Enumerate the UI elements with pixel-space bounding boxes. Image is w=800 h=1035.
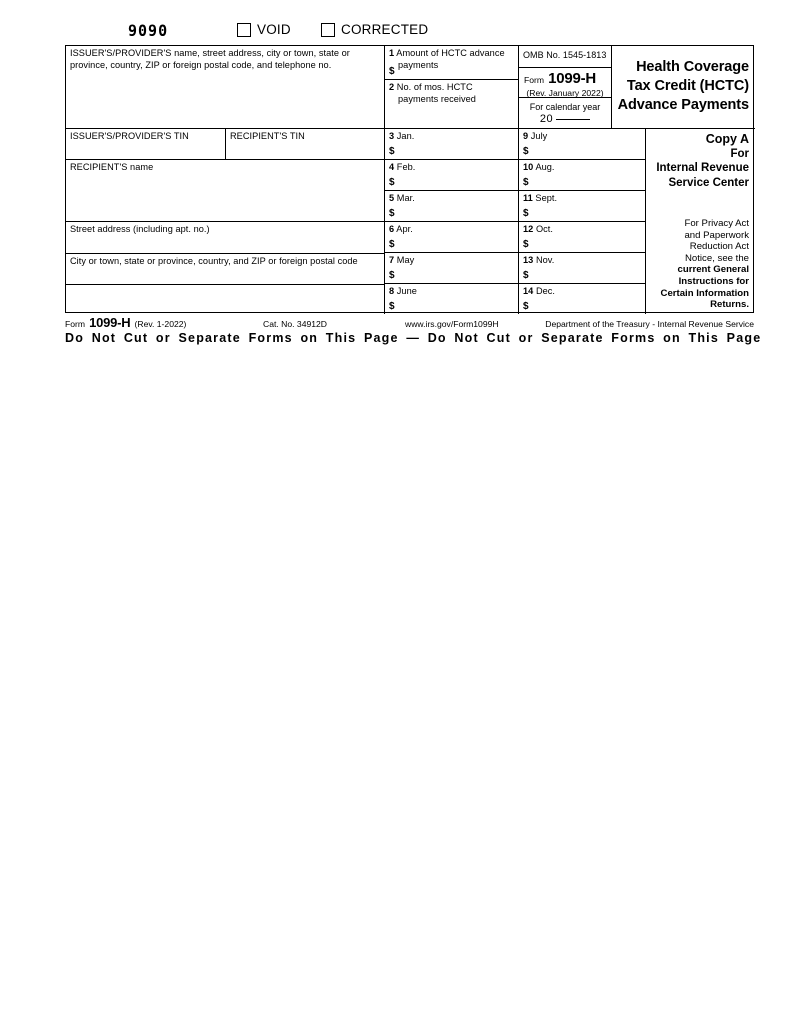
calendar-year-label: For calendar year	[529, 102, 601, 112]
copy-a-service-center: Service Center	[668, 176, 749, 189]
box-6-label: Apr.	[396, 224, 413, 234]
form-footer	[65, 317, 754, 330]
privacy-note-bold-3: Certain Information	[660, 287, 749, 299]
scanline-number: 9090	[128, 21, 169, 41]
recipient-name-field[interactable]	[66, 159, 384, 221]
box-1-label-line1: Amount of HCTC advance	[396, 48, 505, 58]
box-7-label: May	[396, 255, 415, 265]
form-number: 1099-H	[548, 70, 597, 87]
box-14-number: 14	[523, 286, 534, 296]
copy-a-for: For	[730, 147, 749, 160]
box-3-currency: $	[389, 146, 395, 157]
box-8-currency: $	[389, 301, 395, 312]
box-4-currency: $	[389, 177, 395, 188]
box-9-label: July	[530, 131, 548, 141]
issuer-block-label: ISSUER'S/PROVIDER'S name, street address, city or town, state or province, country, ZIP or foreign postal code, and telephone no.	[70, 48, 350, 70]
form-grid	[65, 45, 754, 313]
box-2-label-line2: payments received	[398, 93, 476, 104]
form-identifier	[518, 67, 611, 97]
box-5-currency: $	[389, 208, 395, 219]
privacy-act-notice	[650, 218, 749, 311]
copy-a-irs: Internal Revenue	[656, 162, 749, 174]
form-revision: (Rev. January 2022)	[526, 88, 604, 97]
box-3-label: Jan.	[396, 131, 415, 141]
box-10-currency: $	[523, 177, 529, 188]
privacy-note-line-1: For Privacy Act	[684, 218, 749, 229]
copy-a-title: Copy A	[705, 132, 749, 146]
footer-form-revision: (Rev. 1-2022)	[134, 319, 187, 329]
box-2-number: 2	[389, 82, 395, 92]
catalog-number: Cat. No. 34912D	[263, 319, 328, 329]
box-13-nov[interactable]	[518, 252, 645, 283]
box-13-label: Nov.	[535, 255, 555, 265]
privacy-note-bold-2: Instructions for	[678, 275, 749, 287]
form-title-line-2: Tax Credit (HCTC)	[626, 78, 749, 94]
box-7-may[interactable]	[384, 252, 518, 283]
box-2-label-line1: No. of mos. HCTC	[396, 82, 473, 92]
top-bar	[65, 22, 754, 44]
privacy-note-bold-4: Returns.	[710, 299, 749, 311]
form-title-line-1: Health Coverage	[636, 59, 749, 75]
box-10-label: Aug.	[535, 162, 555, 172]
box-4-label: Feb.	[396, 162, 416, 172]
box-6-currency: $	[389, 239, 395, 250]
box-12-currency: $	[523, 239, 529, 250]
box-11-sept[interactable]	[518, 190, 645, 221]
form-title-line-3: Advance Payments	[617, 97, 749, 113]
box-2-months-received[interactable]	[384, 79, 518, 128]
box-3-jan[interactable]	[384, 128, 518, 159]
box-7-number: 7	[389, 255, 395, 265]
recipient-name-label: RECIPIENT'S name	[70, 162, 154, 172]
issuer-tin-field[interactable]	[66, 128, 225, 159]
issuer-tin-label: ISSUER'S/PROVIDER'S TIN	[70, 131, 189, 141]
box-11-number: 11	[523, 193, 533, 203]
omb-number	[518, 46, 611, 67]
privacy-note-bold-1: current General	[677, 264, 749, 276]
form-word: Form	[524, 75, 545, 85]
box-5-label: Mar.	[396, 193, 415, 203]
footer-form-word: Form	[65, 319, 86, 329]
box-12-oct[interactable]	[518, 221, 645, 252]
box-14-currency: $	[523, 301, 529, 312]
box-4-feb[interactable]	[384, 159, 518, 190]
corrected-label: CORRECTED	[341, 22, 429, 37]
left-blank-field[interactable]	[66, 284, 384, 314]
irs-form-url[interactable]: www.irs.gov/Form1099H	[405, 319, 499, 329]
void-checkbox[interactable]	[237, 23, 251, 37]
box-6-apr[interactable]	[384, 221, 518, 252]
void-label: VOID	[257, 22, 291, 37]
box-11-currency: $	[523, 208, 529, 219]
box-4-number: 4	[389, 162, 395, 172]
box-11-label: Sept.	[535, 193, 558, 203]
calendar-year-blank[interactable]	[556, 119, 590, 120]
privacy-note-line-3: Reduction Act	[689, 241, 749, 253]
box-14-label: Dec.	[535, 286, 556, 296]
privacy-note-line-4: Notice, see the	[685, 252, 749, 264]
city-state-zip-label: City or town, state or province, country, and ZIP or foreign postal code	[70, 256, 358, 266]
box-8-june[interactable]	[384, 283, 518, 314]
recipient-tin-field[interactable]	[225, 128, 384, 159]
street-address-label: Street address (including apt. no.)	[70, 224, 210, 234]
box-12-number: 12	[523, 224, 534, 234]
box-13-number: 13	[523, 255, 534, 265]
footer-form-identifier	[65, 317, 186, 330]
box-9-currency: $	[523, 146, 529, 157]
void-checkbox-group[interactable]	[237, 23, 291, 37]
corrected-checkbox[interactable]	[321, 23, 335, 37]
treasury-department-line: Department of the Treasury - Internal Revenue Service	[545, 319, 754, 329]
box-1-currency: $	[389, 66, 395, 77]
box-7-currency: $	[389, 270, 395, 281]
issuer-name-address-field[interactable]	[66, 46, 384, 128]
copy-a-panel	[645, 128, 755, 314]
omb-label: OMB No. 1545-1813	[523, 50, 607, 60]
calendar-year-prefix: 20	[539, 113, 554, 125]
box-9-number: 9	[523, 131, 529, 141]
do-not-cut-warning: Do Not Cut or Separate Forms on This Page — Do Not Cut or Separate Forms on This Page	[65, 331, 762, 345]
box-1-hctc-amount[interactable]	[384, 46, 518, 79]
recipient-tin-label: RECIPIENT'S TIN	[230, 131, 305, 141]
form-title-block	[611, 46, 755, 128]
box-9-july[interactable]	[518, 128, 645, 159]
box-6-number: 6	[389, 224, 395, 234]
city-state-zip-field[interactable]	[66, 253, 384, 284]
box-5-mar[interactable]	[384, 190, 518, 221]
privacy-note-line-2: and Paperwork	[684, 229, 749, 241]
box-12-label: Oct.	[535, 224, 553, 234]
footer-form-number: 1099-H	[89, 315, 131, 330]
box-8-number: 8	[389, 286, 395, 296]
box-10-number: 10	[523, 162, 534, 172]
calendar-year-field[interactable]	[518, 97, 611, 128]
box-1-number: 1	[389, 48, 395, 58]
box-13-currency: $	[523, 270, 529, 281]
box-1-label-line2: payments	[398, 59, 439, 70]
box-14-dec[interactable]	[518, 283, 645, 314]
box-10-aug[interactable]	[518, 159, 645, 190]
box-8-label: June	[396, 286, 417, 296]
street-address-field[interactable]	[66, 221, 384, 253]
box-3-number: 3	[389, 131, 395, 141]
corrected-checkbox-group[interactable]	[321, 23, 428, 37]
box-5-number: 5	[389, 193, 395, 203]
